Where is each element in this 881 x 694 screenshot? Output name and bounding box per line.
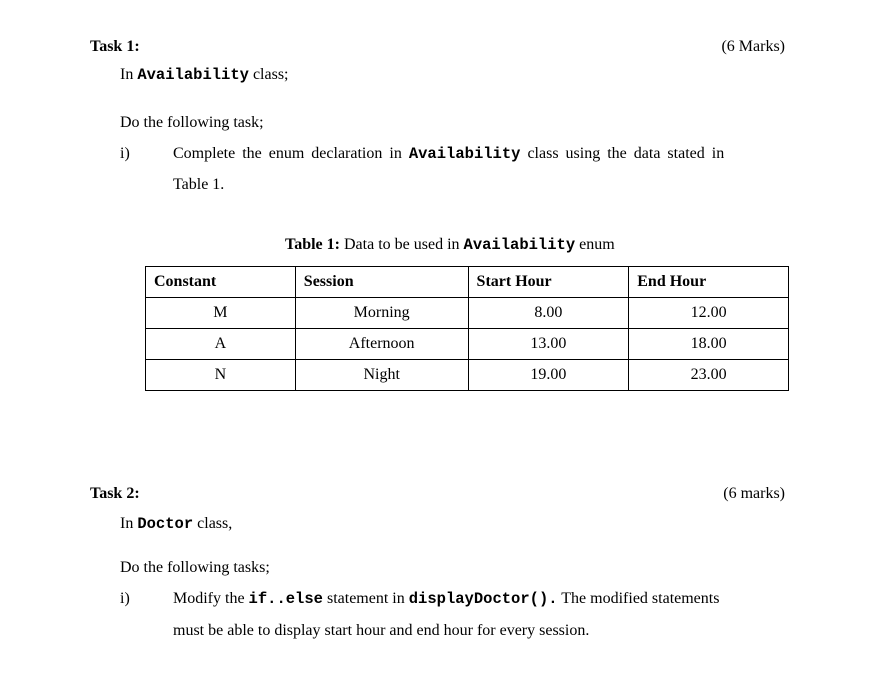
cell-end-hour: 23.00 (629, 360, 789, 391)
task1-item-line2: Table 1. (173, 176, 225, 193)
table-header-row (146, 267, 789, 298)
task1-intro-suffix: class; (248, 66, 289, 83)
cell-start-hour: 8.00 (468, 298, 629, 329)
task2-item-code-display-doctor: displayDoctor(). (408, 590, 558, 608)
cell-constant: A (146, 329, 296, 360)
task2-item-text-c: The modified statements (557, 590, 720, 607)
table1-caption-code: Availability (463, 236, 576, 254)
cell-end-hour: 18.00 (629, 329, 789, 360)
header-constant: Constant (146, 267, 296, 298)
cell-end-hour: 12.00 (629, 298, 789, 329)
task2-intro-prefix: In (120, 515, 138, 532)
task1-item-number: i) (120, 145, 130, 162)
task1-item-text-a: Complete the enum declaration in (173, 145, 409, 162)
table1-caption-text: Data to be used in (339, 236, 464, 253)
task2-heading: Task 2: (90, 485, 140, 502)
cell-session: Afternoon (295, 329, 468, 360)
task2-item-line1 (173, 590, 719, 608)
cell-session: Night (295, 360, 468, 391)
task2-item-number: i) (120, 590, 130, 607)
header-start-hour: Start Hour (468, 267, 629, 298)
task1-heading: Task 1: (90, 38, 140, 55)
cell-session: Morning (295, 298, 468, 329)
task1-instruction: Do the following task; (120, 114, 264, 131)
task1-intro (120, 66, 289, 84)
task2-item-text-a: Modify the (173, 590, 249, 607)
task1-item-line1 (173, 145, 789, 163)
task2-item-code-if-else: if..else (248, 590, 323, 608)
table1 (145, 266, 789, 391)
cell-constant: N (146, 360, 296, 391)
task1-marks: (6 Marks) (721, 38, 785, 55)
table1-caption-label: Table 1: (285, 236, 340, 253)
task2-marks: (6 marks) (723, 485, 785, 502)
cell-start-hour: 13.00 (468, 329, 629, 360)
cell-constant: M (146, 298, 296, 329)
header-end-hour: End Hour (629, 267, 789, 298)
header-session: Session (295, 267, 468, 298)
cell-start-hour: 19.00 (468, 360, 629, 391)
task1-intro-prefix: In (120, 66, 138, 83)
table1-caption (285, 236, 615, 254)
task2-intro (120, 515, 232, 533)
task2-item-line2: must be able to display start hour and end hour for every session. (173, 622, 590, 639)
table-row (146, 329, 789, 360)
table-row (146, 298, 789, 329)
task1-intro-class: Availability (137, 66, 249, 84)
task1-item-code: Availability (408, 145, 521, 163)
task1-item-text-b: class using the data stated in (520, 145, 725, 162)
task2-intro-suffix: class, (193, 515, 233, 532)
task2-item-text-b: statement in (322, 590, 409, 607)
table-row (146, 360, 789, 391)
task2-instruction: Do the following tasks; (120, 559, 270, 576)
table1-caption-suffix: enum (575, 236, 615, 253)
task2-intro-class: Doctor (137, 515, 194, 533)
